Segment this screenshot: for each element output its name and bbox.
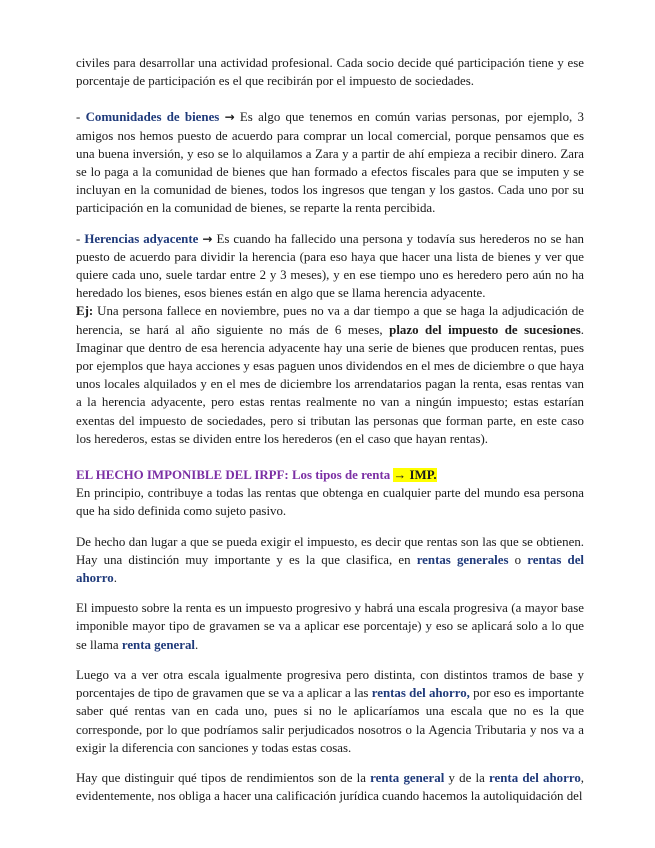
paragraph-distinguir [76, 769, 584, 805]
paragraph-text: Luego va a ver otra escala igualmente progresiva pero distinta, con distintos tramos de base y porcentajes de tipo de gravamen que se va a aplicar a las [76, 667, 584, 701]
paragraph-text: En principio, contribuye a todas las rentas que obtenga en cualquier parte del mundo esa persona que ha sido definida como sujeto pasivo. [76, 486, 584, 519]
paragraph-text: , evidentemente, nos obliga a hacer una calificación jurídica cuando hacemos la autoliquidación del [76, 770, 585, 804]
paragraph-text: por eso es importante saber qué rentas van en cada uno, pues si no le aplicaríamos una escala que no es la que corresponde, por lo que podríamos salir perjudicados nosotros o la Agencia Tributaria y nos va a exigir la diferencia con sanciones y todas estas cosas. [76, 686, 585, 755]
paragraph-text: . Imaginar que dentro de esa herencia adyacente hay una serie de bienes que producen rentas, pues por ejemplos que haya acciones y esas paguen unos dividendos en el mes de diciembre o que haya unos locales alquilados y en el mes de diciembre los arrendatarios pagan la renta, esas rentas van a la herencia adyacente, pero estas rentas realmente no van a ningún impuesto; estas estarían exentas del impuesto de sociedades, pero si tributan las personas que forman parte, en este caso los herederos, estas se dividen entre los herederos (en el caso que hayan rentas). [76, 322, 584, 446]
term-rentas-del-ahorro: rentas del ahorro [76, 552, 584, 586]
term-rentas-del-ahorro: rentas del ahorro, [371, 686, 470, 701]
paragraph-contribuye [76, 484, 584, 520]
paragraph-sociedades-civiles [76, 54, 584, 90]
paragraph-text: Hay que distinguir qué tipos de rendimientos son de la [76, 770, 371, 785]
paragraph-text: El impuesto sobre la renta es un impuesto progresivo y habrá una escala progresiva (a mayor base imponible mayor tipo de gravamen se va a aplicar ese porcentaje) y eso se aplicará solo a lo que se llama [76, 601, 584, 652]
paragraph-text: De hecho dan lugar a que se pueda exigir el impuesto, es decir que rentas son las que se obtienen. Hay una distinción muy importante y es la que clasifica, en [76, 534, 584, 567]
paragraph-text: . [113, 571, 117, 586]
highlight-imp: → IMP. [393, 468, 437, 483]
term-comunidades-de-bienes: Comunidades de bienes [85, 110, 220, 125]
paragraph-comunidades-de-bienes [76, 108, 584, 217]
paragraph-text: Es algo que tenemos en común varias personas, por ejemplo, 3 amigos nos hemos puesto de acuerdo para comprar un local comercial, porque pensamos que es una buena inversión, y eso se lo alquilamos a Zara y a partir de ahí empieza a recibir dinero. Zara se lo paga a la comunidad de bienes que han formado a efectos fiscales para que se imputen y se incluyan en la comunidad de bienes, todos los ingresos que tengan y los gastos. Cada uno por su participación en la comunidad de bienes, se reparte la renta percibida. [76, 110, 584, 216]
arrow-right-icon: → [202, 231, 213, 246]
paragraph-ejemplo [76, 302, 584, 448]
document-page [76, 54, 584, 805]
paragraph-text: . [194, 637, 199, 652]
paragraph-herencias-adyacente [76, 230, 584, 303]
paragraph-text: civiles para desarrollar una actividad profesional. Cada socio decide qué participación tiene y ese porcentaje de participación es el que recibirán por el impuesto de sociedades. [76, 56, 584, 89]
term-renta-del-ahorro: renta del ahorro [489, 770, 581, 785]
list-dash: - [76, 110, 86, 125]
paragraph-text: o [508, 552, 528, 567]
paragraph-text: Es cuando ha fallecido una persona y todavía sus herederos no se han puesto de acuerdo para dividir la herencia (para eso haya que hacer una lista de bienes y ver que quiere cada uno, suele tardar entre 2 y 3 meses), y en ese tiempo uno es heredero pero aún no ha heredado los bienes, esos bienes están en algo que se llama herencia adyacente. [76, 231, 584, 301]
example-label: Ej: [76, 304, 94, 319]
section-heading [76, 466, 584, 484]
term-herencias-adyacente: Herencias adyacente [84, 231, 199, 246]
term-rentas-generales: rentas generales [416, 552, 509, 567]
term-renta-general: renta general [121, 637, 195, 652]
arrow-right-icon: → [224, 110, 235, 125]
paragraph-text: Una persona fallece en noviembre, pues no va a dar tiempo a que se haga la adjudicación de herencia, se hará al año siguiente no más de 6 meses, [76, 304, 584, 337]
list-dash: - [76, 231, 85, 246]
term-renta-general: renta general [370, 770, 445, 785]
bold-phrase-plazo: plazo del impuesto de sucesiones [389, 322, 581, 337]
paragraph-impuesto-progresivo [76, 599, 584, 654]
paragraph-distincion [76, 533, 584, 588]
heading-text: EL HECHO IMPONIBLE DEL IRPF: Los tipos de renta [76, 468, 394, 483]
paragraph-text: y de la [444, 770, 490, 785]
paragraph-otra-escala [76, 666, 584, 757]
